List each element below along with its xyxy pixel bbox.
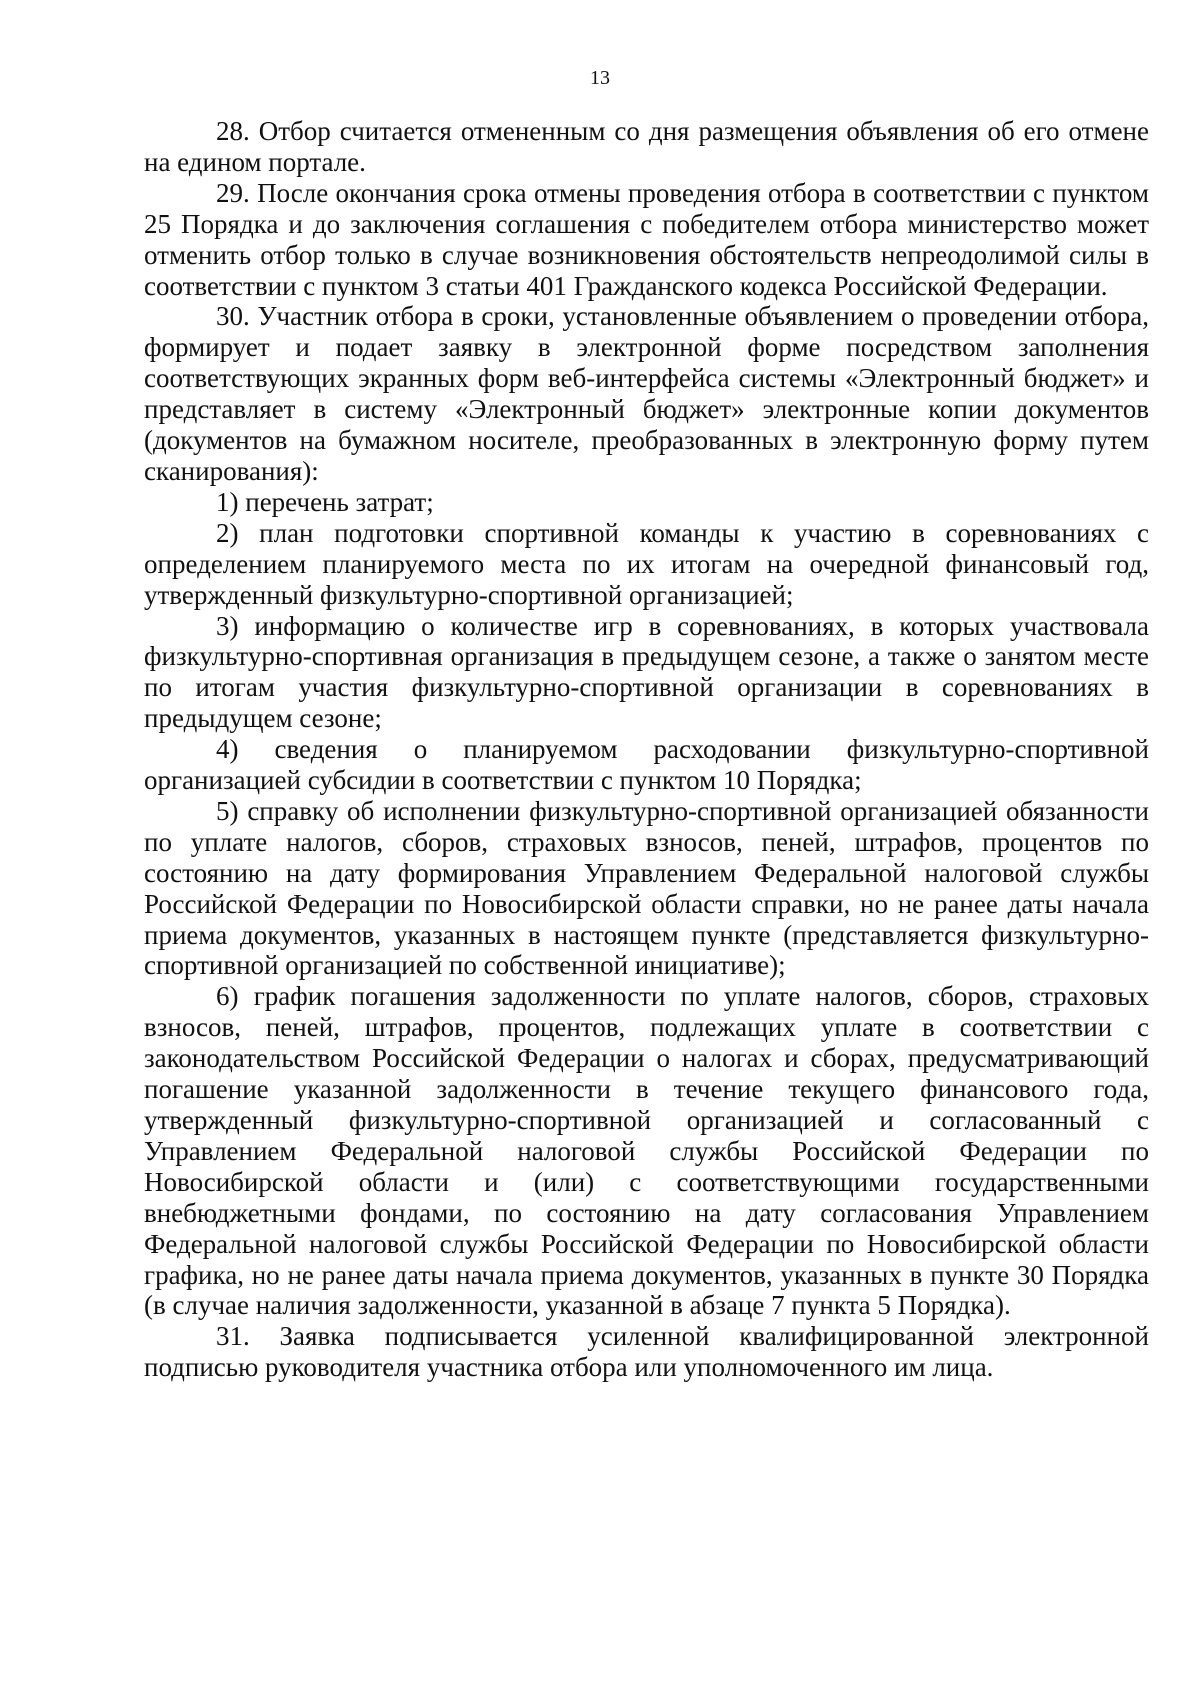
- list-item-6: 6) график погашения задолженности по уплате налогов, сборов, страховых взносов, пеней, штрафов, процентов, подлежащих уплате в соответствии с законодательством Российской Федерации о налогах и сборах, предусматривающий погашение указанной задолженности в течение текущего финансового года, утвержденный физкультурно-спортивной организацией и согласованный с Управлением Федеральной налоговой службы Российской Федерации по Новосибирской области и (или) с соответствующими государственными внебюджетными фондами, по состоянию на дату согласования Управлением Федеральной налоговой службы Российской Федерации по Новосибирской области графика, но не ранее даты начала приема документов, указанных в пункте 30 Порядка (в случае наличия задолженности, указанной в абзаце 7 пункта 5 Порядка).: [144, 981, 1149, 1321]
- list-item-5: 5) справку об исполнении физкультурно-спортивной организацией обязанности по уплате налогов, сборов, страховых взносов, пеней, штрафов, процентов по состоянию на дату формирования Управлением Федеральной налоговой службы Российской Федерации по Новосибирской области справки, но не ранее даты начала приема документов, указанных в настоящем пункте (представляется физкультурно-спортивной организацией по собственной инициативе);: [144, 795, 1149, 981]
- list-item-3: 3) информацию о количестве игр в соревнованиях, в которых участвовала физкультурно-спортивная организация в предыдущем сезоне, а также о занятом месте по итогам участия физкультурно-спортивной организации в соревнованиях в предыдущем сезоне;: [144, 610, 1149, 734]
- list-item-4: 4) сведения о планируемом расходовании физкультурно-спортивной организацией субсидии в соответствии с пунктом 10 Порядка;: [144, 734, 1149, 796]
- paragraph-29: 29. После окончания срока отмены проведения отбора в соответствии с пунктом 25 Порядка и до заключения соглашения с победителем отбора министерство может отменить отбор только в случае возникновения обстоятельств непреодолимой силы в соответствии с пунктом 3 статьи 401 Гражданского кодекса Российской Федерации.: [144, 177, 1149, 301]
- paragraph-28: 28. Отбор считается отмененным со дня размещения объявления об его отмене на едином портале.: [144, 116, 1149, 177]
- list-item-2: 2) план подготовки спортивной команды к участию в соревнованиях с определением планируемого места по их итогам на очередной финансовый год, утвержденный физкультурно-спортивной организацией;: [144, 517, 1149, 610]
- paragraph-31: 31. Заявка подписывается усиленной квалифицированной электронной подписью руководителя участника отбора или уполномоченного им лица.: [144, 1321, 1149, 1383]
- paragraph-30: 30. Участник отбора в сроки, установленные объявлением о проведении отбора, формирует и подает заявку в электронной форме посредством заполнения соответствующих экранных форм веб-интерфейса системы «Электронный бюджет» и представляет в систему «Электронный бюджет» электронные копии документов (документов на бумажном носителе, преобразованных в электронную форму путем сканирования):: [144, 301, 1149, 486]
- page-number: 13: [590, 67, 610, 89]
- document-body: [144, 116, 1149, 1383]
- list-item-1: 1) перечень затрат;: [216, 486, 434, 517]
